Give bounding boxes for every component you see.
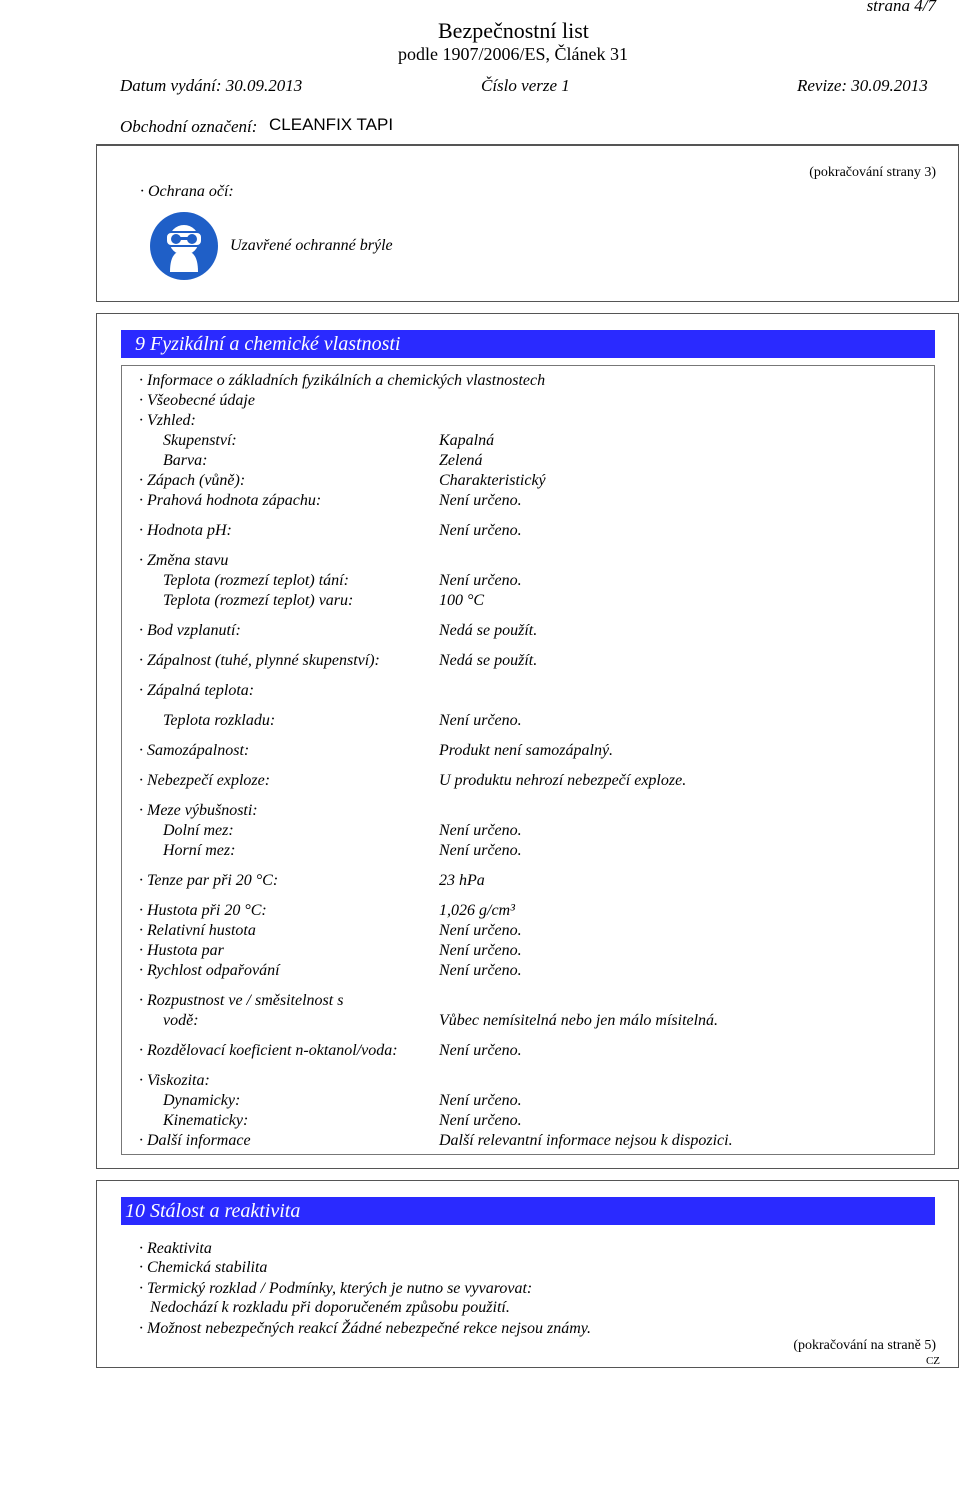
property-value: Vůbec nemísitelná nebo jen málo mísitelná. <box>439 1012 719 1029</box>
page-number: strana 4/7 <box>866 0 936 15</box>
property-value: Charakteristický <box>439 472 546 489</box>
section9-title: 9 Fyzikální a chemické vlastnosti <box>121 330 935 358</box>
property-label: vodě: <box>163 1012 199 1029</box>
property-value: Není určeno. <box>439 922 522 939</box>
section10-title: 10 Stálost a reaktivita <box>121 1197 935 1225</box>
property-label: · Bod vzplanutí: <box>139 622 241 639</box>
property-value: Není určeno. <box>439 962 522 979</box>
section10-line: · Reaktivita <box>139 1240 212 1257</box>
property-label: · Změna stavu <box>139 552 229 569</box>
trade-name-label: Obchodní označení: <box>120 117 258 136</box>
property-label: · Viskozita: <box>139 1072 210 1089</box>
eye-protection-text: Uzavřené ochranné brýle <box>230 237 393 254</box>
property-label: · Relativní hustota <box>139 922 256 939</box>
section10-line: · Možnost nebezpečných reakcí Žádné nebezpečné rekce nejsou známy. <box>139 1320 591 1337</box>
issue-date: Datum vydání: 30.09.2013 <box>120 76 303 95</box>
document-title: Bezpečnostní list <box>438 18 589 43</box>
intro-line: · Informace o základních fyzikálních a chemických vlastnostech <box>139 372 546 389</box>
property-value: Nedá se použít. <box>439 622 538 639</box>
property-label: Horní mez: <box>163 842 236 859</box>
property-value: Není určeno. <box>439 1092 522 1109</box>
property-value: 1,026 g/cm³ <box>439 902 515 919</box>
version-number: Číslo verze 1 <box>481 76 570 95</box>
property-value: Není určeno. <box>439 822 522 839</box>
property-value: Nedá se použít. <box>439 652 538 669</box>
property-value: Není určeno. <box>439 492 522 509</box>
section10-line: · Termický rozklad / Podmínky, kterých je nutno se vyvarovat: <box>139 1280 533 1297</box>
property-value: Není určeno. <box>439 1042 522 1059</box>
property-value: Zelená <box>439 452 483 469</box>
document-subtitle: podle 1907/2006/ES, Článek 31 <box>398 44 628 64</box>
property-label: · Rozpustnost ve / směsitelnost s <box>139 992 344 1009</box>
eye-protection-label: · Ochrana očí: <box>140 183 234 200</box>
property-label: · Hustota při 20 °C: <box>139 902 267 919</box>
property-label: · Nebezpečí exploze: <box>139 772 271 789</box>
continuation-from: (pokračování strany 3) <box>809 165 936 180</box>
intro-line: · Všeobecné údaje <box>139 392 255 409</box>
property-label: Skupenství: <box>163 432 237 449</box>
property-value: Není určeno. <box>439 942 522 959</box>
property-label: Teplota (rozmezí teplot) varu: <box>163 592 354 609</box>
property-label: · Zápach (vůně): <box>139 472 246 489</box>
property-label: · Rychlost odpařování <box>139 962 280 979</box>
property-label: Teplota rozkladu: <box>163 712 276 729</box>
property-label: · Hodnota pH: <box>139 522 232 539</box>
property-label: · Prahová hodnota zápachu: <box>139 492 322 509</box>
property-label: · Tenze par při 20 °C: <box>139 872 279 889</box>
property-value: Produkt není samozápalný. <box>439 742 614 759</box>
property-label: · Samozápalnost: <box>139 742 250 759</box>
goggles-icon <box>150 212 218 280</box>
property-label: · Hustota par <box>139 942 224 959</box>
section10-line: · Chemická stabilita <box>139 1259 268 1276</box>
property-label: · Další informace <box>139 1132 251 1149</box>
property-label: Barva: <box>163 452 208 469</box>
intro-line: · Vzhled: <box>139 412 196 429</box>
property-value: U produktu nehrozí nebezpečí exploze. <box>439 772 687 789</box>
property-label: Kinematicky: <box>163 1112 249 1129</box>
language-code: CZ <box>925 1355 940 1367</box>
property-value: Není určeno. <box>439 572 522 589</box>
property-value: Není určeno. <box>439 712 522 729</box>
trade-name: CLEANFIX TAPI <box>269 115 394 134</box>
property-value: Další relevantní informace nejsou k dispozici. <box>439 1132 733 1149</box>
property-label: · Zápalnost (tuhé, plynné skupenství): <box>139 652 380 669</box>
property-label: · Meze výbušnosti: <box>139 802 258 819</box>
property-label: Dolní mez: <box>163 822 234 839</box>
property-value: 100 °C <box>439 592 485 609</box>
property-value: Není určeno. <box>439 522 522 539</box>
property-label: · Zápalná teplota: <box>139 682 255 699</box>
property-label: · Rozdělovací koeficient n-oktanol/voda: <box>139 1042 398 1059</box>
continuation-to: (pokračování na straně 5) <box>793 1338 936 1353</box>
property-value: 23 hPa <box>439 872 485 889</box>
section10-line: Nedochází k rozkladu při doporučeném způsobu použití. <box>150 1299 510 1316</box>
property-value: Kapalná <box>439 432 495 449</box>
property-label: Dynamicky: <box>163 1092 241 1109</box>
revision-date: Revize: 30.09.2013 <box>797 76 928 95</box>
property-value: Není určeno. <box>439 842 522 859</box>
property-value: Není určeno. <box>439 1112 522 1129</box>
property-label: Teplota (rozmezí teplot) tání: <box>163 572 349 589</box>
